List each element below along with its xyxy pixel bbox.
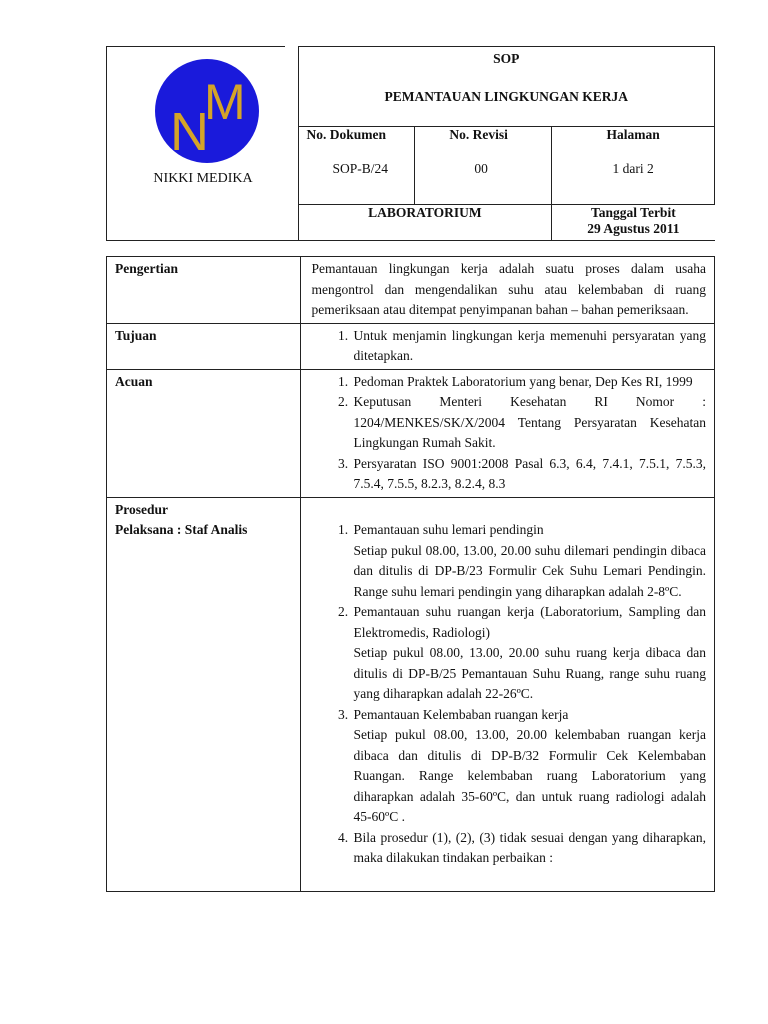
department-cell (298, 205, 552, 241)
list-item (352, 705, 706, 828)
list-item (352, 828, 706, 869)
row-pengertian (107, 257, 715, 324)
list-item: 3. Persyaratan ISO 9001:2008 Pasal 6.3, 6.4, 7.4.1, 7.5.1, 7.5.3, 7.5.4, 7.5.5, 8.2.3, 8.2.4, 8.3 (352, 454, 706, 495)
doc-number-cell (298, 127, 415, 205)
sop-content-table (106, 256, 715, 892)
doc-number-value: SOP-B/24 (332, 161, 389, 176)
issue-date-label: Tanggal Terbit (591, 205, 676, 220)
revision-value: 00 (474, 161, 488, 176)
revision-cell (415, 127, 552, 205)
page-label: Halaman (606, 127, 660, 142)
step-title: Pemantauan suhu lemari pendingin (353, 522, 544, 537)
row-prosedur (107, 497, 715, 891)
logo-cell (107, 47, 299, 241)
step-title: Pemantauan suhu ruangan kerja (Laboratorium, Sampling dan Elektromedis, Radiologi) (353, 604, 706, 640)
sop-header-table (106, 46, 715, 241)
revision-label: No. Revisi (449, 127, 508, 142)
company-name: NIKKI MEDIKA (153, 171, 253, 186)
list-item: 2. Keputusan Menteri Kesehatan RI Nomor : 1204/MENKES/SK/X/2004 Tentang Persyaratan Kesehatan Lingkungan Rumah Sakit. (352, 392, 706, 454)
step-detail: Setiap pukul 08.00, 13.00, 20.00 kelembaban ruangan kerja dibaca dan ditulis di DP-B/32 Formulir Cek Kelembaban Ruangan. Range kelembaban ruang Laboratorium yang diharapkan adalah 35-60ºC, dan untuk ruang radiologi adalah 45-60ºC . (353, 727, 706, 824)
list-item (352, 602, 706, 705)
document-title: PEMANTAUAN LINGKUNGAN KERJA (384, 89, 629, 104)
label-pengertian: Pengertian (107, 257, 301, 324)
list-tujuan (312, 326, 706, 367)
logo-letter-m: M (204, 74, 246, 130)
list-item: 1. Untuk menjamin lingkungan kerja memenuhi persyaratan yang ditetapkan. (352, 326, 706, 367)
step-title: Pemantauan Kelembaban ruangan kerja (353, 706, 569, 722)
step-detail: Setiap pukul 08.00, 13.00, 20.00 suhu dilemari pendingin dibaca dan ditulis di DP-B/23 Formulir Cek Suhu Lemari Pendingin. Range suhu lemari pendingin yang diharapkan adalah 2-8ºC. (353, 542, 706, 599)
page-cell (552, 127, 715, 205)
sop-label: SOP (493, 51, 520, 66)
page-value: 1 dari 2 (612, 161, 654, 176)
issue-date-cell (552, 205, 715, 241)
doc-number-label: No. Dokumen (306, 127, 387, 142)
list-prosedur (312, 520, 706, 869)
row-tujuan (107, 323, 715, 369)
label-acuan: Acuan (107, 369, 301, 497)
list-item: 1. Pedoman Praktek Laboratorium yang benar, Dep Kes RI, 1999 (352, 372, 706, 393)
label-tujuan: Tujuan (107, 323, 301, 369)
text-pengertian: Pemantauan lingkungan kerja adalah suatu proses dalam usaha mengontrol dan mengendalikan suhu atau kelembaban di ruang pemeriksaan atau ditempat penyimpanan bahan – bahan pemeriksaan. (300, 257, 714, 324)
issue-date: 29 Agustus 2011 (587, 221, 680, 236)
department: LABORATORIUM (368, 205, 482, 220)
list-acuan (312, 372, 706, 495)
label-prosedur: Prosedur (115, 501, 168, 517)
row-acuan (107, 369, 715, 497)
logo-letter-n: N (170, 102, 209, 162)
step-detail: Setiap pukul 08.00, 13.00, 20.00 suhu ruang kerja dibaca dan ditulis di DP-B/25 Pemantauan Suhu Ruang, range suhu ruang yang diharapkan adalah 22-26ºC. (353, 645, 706, 701)
list-item (352, 520, 706, 602)
step-title: Bila prosedur (1), (2), (3) tidak sesuai dengan yang diharapkan, maka dilakukan tindakan perbaikan : (353, 829, 706, 865)
label-pelaksana: Pelaksana : Staf Analis (115, 522, 248, 537)
title-cell (298, 47, 714, 127)
